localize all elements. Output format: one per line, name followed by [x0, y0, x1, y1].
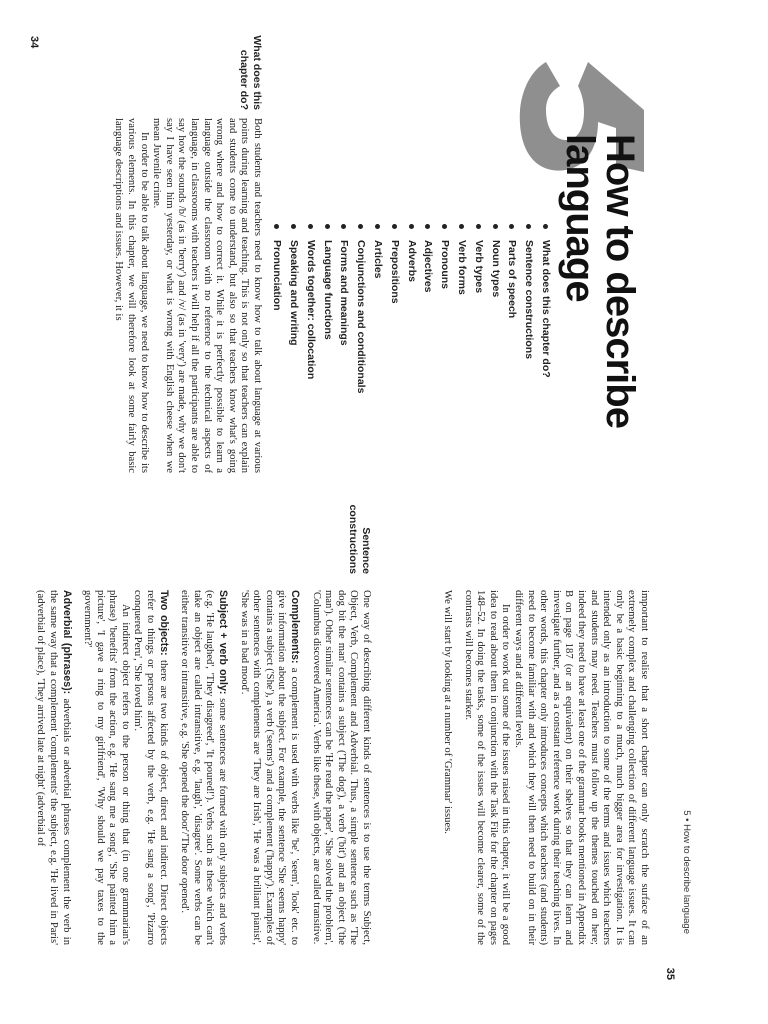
paragraph: We will start by looking at a number of 'Grammar' issues. — [442, 590, 454, 834]
right-body-text-bottom — [34, 590, 372, 945]
page-number: 34 — [28, 36, 40, 49]
side-heading-line2: constructions — [347, 504, 359, 574]
contents-item: Conjunctions and conditionals — [352, 224, 369, 393]
term-text: a complement is used with verbs like 'be', 'seem', 'look' etc. to give information about the subject. For example, the sentence 'She seems happy' contains a subject ('She'), a verb ('seems') and a complement ('happy'). Examples of other sentences with complements are 'They are Irish', 'He was a brilliant pianist', 'She was in a bad mood'. — [238, 590, 301, 945]
term-label: Two objects: — [157, 590, 170, 656]
paragraph: An indirect object refers to the person or thing that (in one grammarian's phrase) 'benefits' from the action, e.g. 'He sang me a song', 'She painted him a picture', 'I gave a ring to my girlfriend', 'Why should we pay taxes to the government?' — [82, 590, 131, 945]
chapter-title-line2: language — [558, 134, 602, 302]
contents-item: Pronunciation — [268, 224, 285, 393]
contents-item: Prepositions — [386, 224, 403, 393]
contents-item: Noun types — [487, 224, 504, 393]
contents-item: Speaking and writing — [285, 224, 302, 393]
contents-item: Verb types — [470, 224, 487, 393]
paragraph: Both students and teachers need to know how to talk about language at various points during learning and teaching. This is not only so that teachers can explain and students come to understand, but also so that teachers know what's going wrong where and how to correct it. While it is perfectly possible to learn a language outside the classroom with no reference to the technical aspects of language, in classrooms with teachers it will help if all the participants are able to say how the sounds /b/ (as in 'berry') and /v/ (as in 'very') are made, why we don't say I have seen him yesterday, or what is wrong with English cheese when we mean Juvenile crime. — [151, 118, 263, 473]
term-label: Adverbial (phrases): — [60, 590, 73, 695]
contents-item: Adverbs — [403, 224, 420, 393]
contents-item: Articles — [369, 224, 386, 393]
paragraph-two-objects — [131, 590, 170, 945]
contents-item: Forms and meanings — [336, 224, 353, 393]
left-body-text — [112, 118, 263, 473]
term-text: there are two kinds of object, direct and indirect. Direct objects refer to things or persons affected by the verb, e.g. 'He sang a song', 'Pizarro conquered Peru', 'She loved him'. — [132, 590, 169, 945]
right-page — [0, 504, 768, 1024]
paragraph: One way of describing different kinds of sentences is to use the terms Subject, Object, Verb, Complement and Adverbial. Thus, a simple sentence such as 'The dog bit the man' contains a subject ('The dog'), a verb ('bit') and an object ('the man'). Other similar sentences can be 'He read the paper', 'She solved the problem', 'Columbus discovered America'. Verbs like these, with objects, are called transitive. — [310, 590, 372, 945]
contents-item: Parts of speech — [504, 224, 521, 393]
term-text: adverbials or adverbial phrases complement the verb in the same way that a complement 'complements' the subject, e.g. 'He lived in Paris' (adverbial of place), 'They arrived late at night' (adverbial of — [35, 590, 72, 945]
side-heading-what-does-this-chapter-do — [237, 0, 263, 110]
paragraph-subject-verb — [178, 590, 229, 945]
running-head: 5 • How to describe language — [681, 810, 692, 934]
contents-item: Pronouns — [436, 224, 453, 393]
term-text: some sentences are formed with only subjects and verbs (e.g. 'He laughed', 'They disagreed', 'It poured!'). Verbs such as these which can't take an object are called intransitive, e.g. 'laugh', 'disagree'. Some verbs can be either transitive or intransitive, e.g. 'She opened the door'/'The door opened'. — [179, 590, 229, 945]
chapter-title-line1: How to describe — [598, 134, 642, 428]
paragraph-adverbial — [34, 590, 73, 945]
chapter-contents-list — [268, 224, 554, 393]
contents-item: What does this chapter do? — [537, 224, 554, 393]
right-body-text-top — [441, 590, 651, 945]
contents-item: Adjectives — [420, 224, 437, 393]
contents-item: Sentence constructions — [520, 224, 537, 393]
paragraph: In order to work out some of the issues raised in this chapter, it will be a good idea to read about them in conjunction with the Task File for the chapter on pages 148–52. In doing the tasks, some of the issues will become clearer, some of the contrasts will becomes starker. — [462, 590, 512, 945]
paragraph: important to realise that a short chapter can only scratch the surface of an extremely complex and challenging collection of different language issues. It can only be a basic beginning to a much, much bigger area for investigation. It is intended only as an introduction to some of the terms and issues which teachers and students may need. Teachers must follow up the themes touched on here; indeed they need to have at least one of the grammar books mentioned in Appendix B on page 187 (or an equivalent) on their shelves so that they can learn and investigate further, and as a constant reference work during their teaching lives. In other words, this chapter only introduces concepts which teachers (and students) need to become familiar with and which they will then need to build on in their different ways and at different levels. — [513, 590, 650, 945]
paragraph: In order to be able to talk about language, we need to know how to describe its various elements. In this chapter, we will therefore look at some fairly basic language descriptions and issues. However, it is — [113, 118, 150, 473]
side-heading-line1: What does this — [251, 35, 263, 110]
contents-item: Language functions — [319, 224, 336, 393]
side-heading-line1: Sentence — [360, 527, 372, 574]
side-heading-line2: chapter do? — [238, 49, 250, 110]
term-label: Complements: — [289, 590, 302, 664]
term-label: Subject + verb only: — [217, 590, 230, 695]
page-number: 35 — [664, 967, 676, 980]
contents-item: Verb forms — [453, 224, 470, 393]
contents-item: Words together: collocation — [302, 224, 319, 393]
paragraph-complements — [237, 590, 301, 945]
chapter-title — [560, 134, 640, 434]
side-heading-sentence-constructions — [346, 464, 372, 574]
